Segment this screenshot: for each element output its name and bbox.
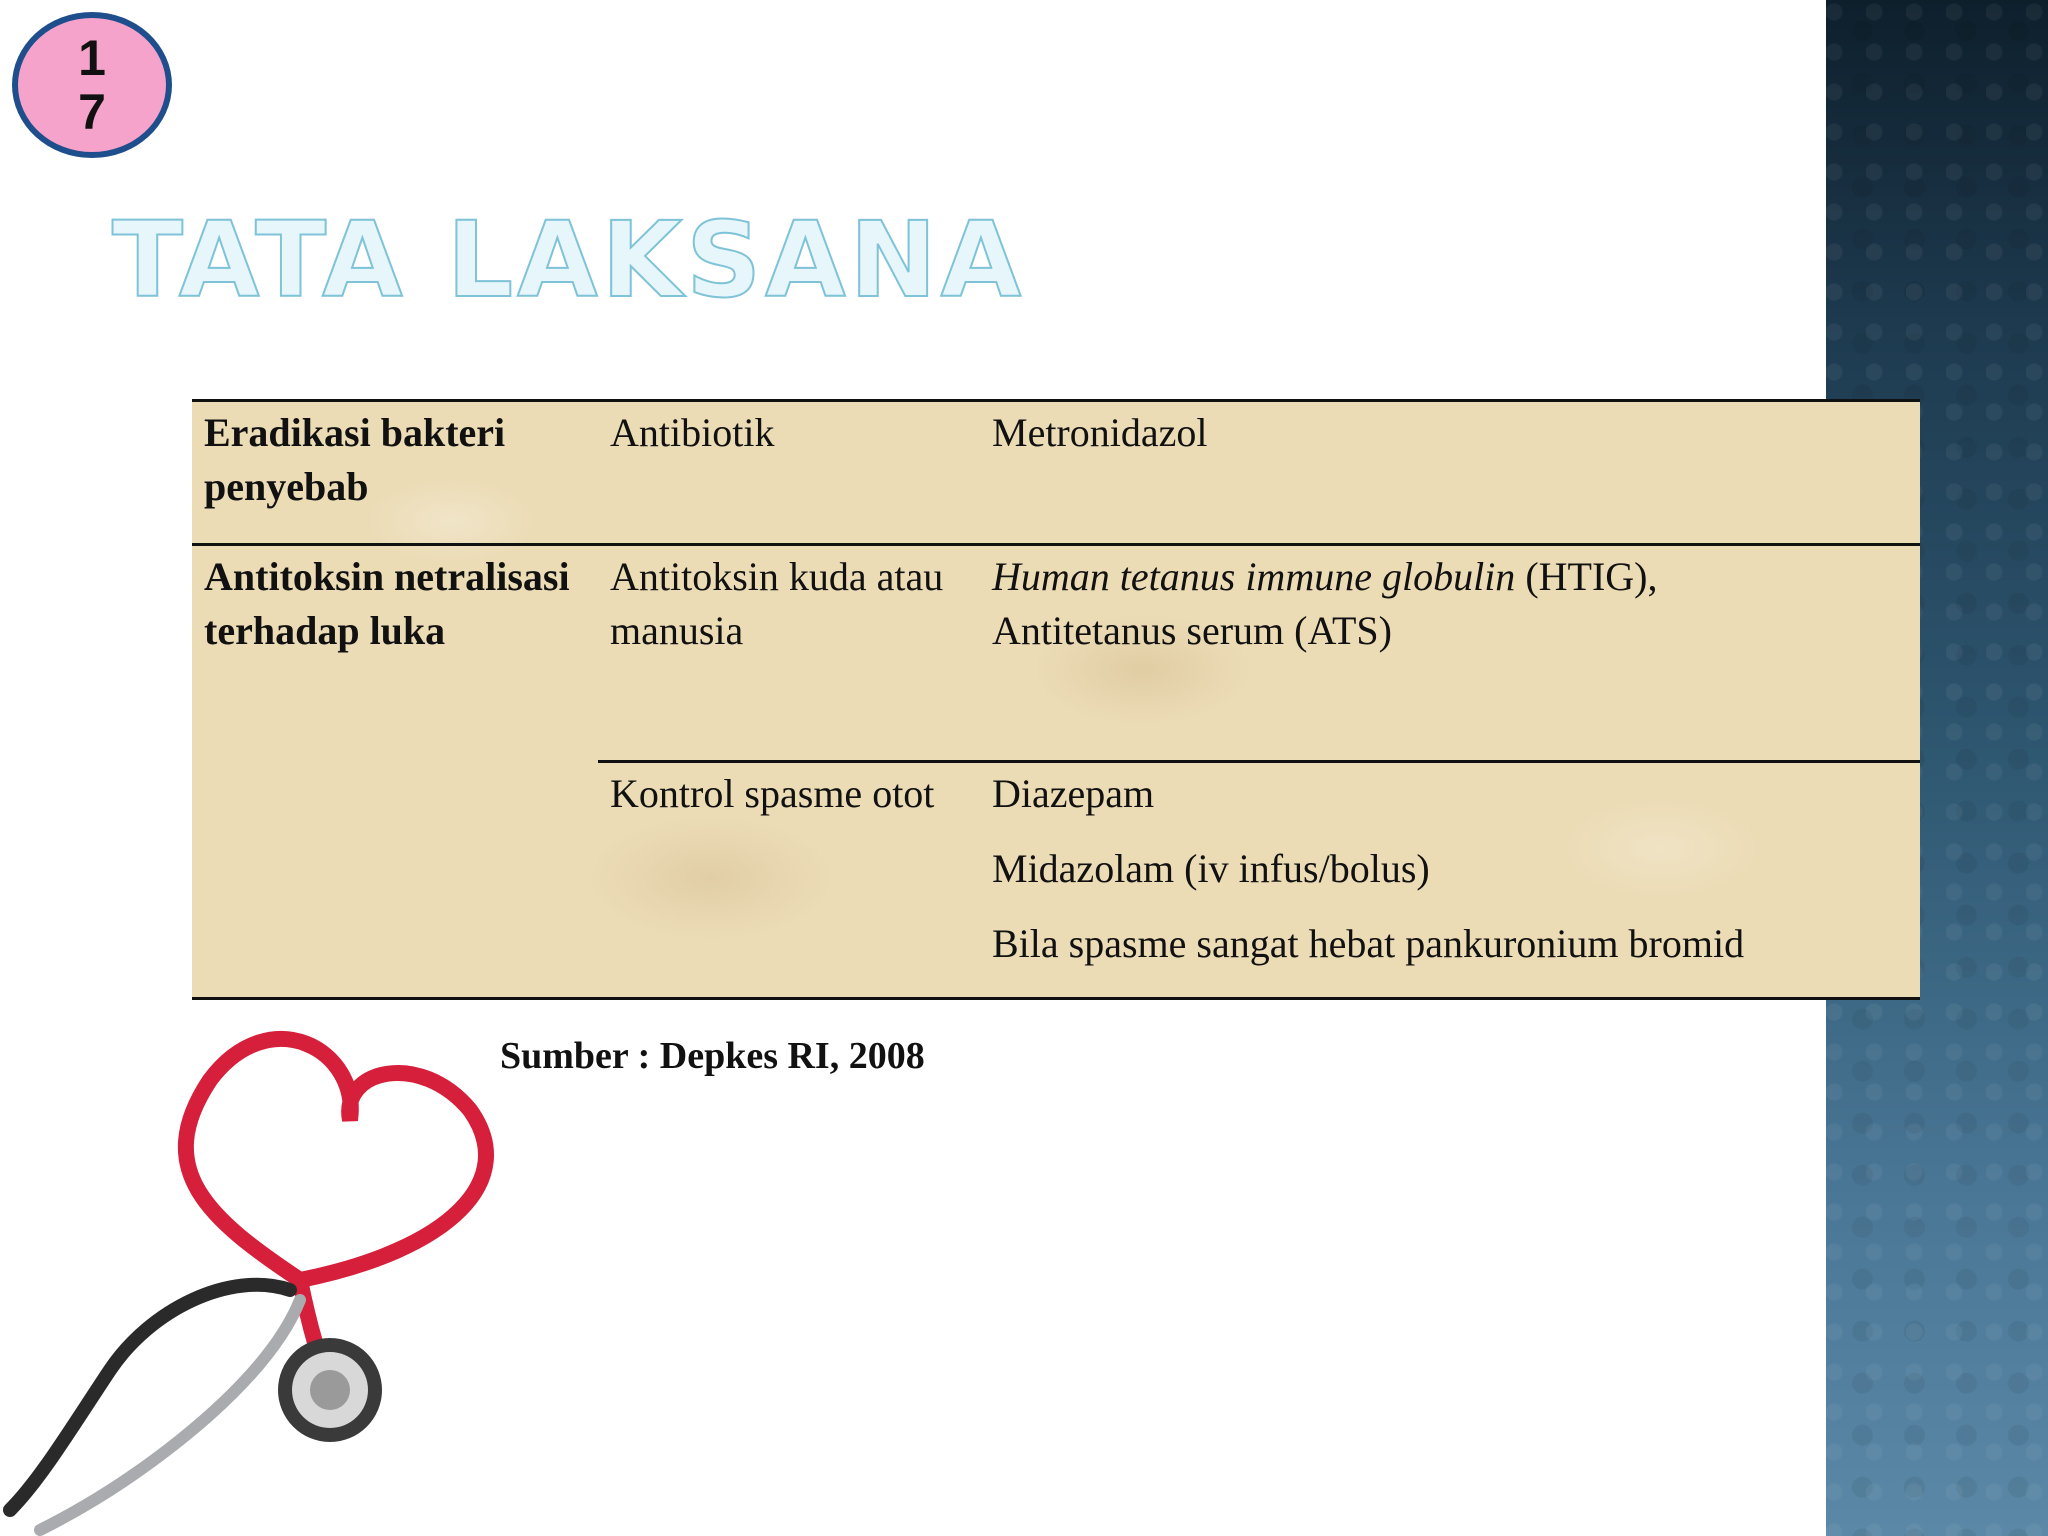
type-cell: Antibiotik bbox=[598, 402, 980, 545]
category-cell: Antitoksin netralisasi terhadap luka bbox=[204, 554, 570, 653]
stethoscope-heart-icon bbox=[0, 1010, 560, 1536]
drug-line: Metronidazol bbox=[992, 410, 1208, 455]
drug-italic: Human tetanus immune globulin bbox=[992, 554, 1516, 599]
table-row bbox=[192, 402, 1920, 545]
drug-abbrev: (HTIG), bbox=[1515, 554, 1658, 599]
category-cell: Eradikasi bakteri penyebab bbox=[192, 402, 598, 545]
drug-cell bbox=[980, 545, 1920, 762]
source-citation: Sumber : Depkes RI, 2008 bbox=[500, 1035, 925, 1077]
slide-number-badge bbox=[12, 12, 172, 158]
drug-cell bbox=[980, 402, 1920, 545]
drug-line: Diazepam bbox=[992, 771, 1155, 816]
drug-line: Midazolam (iv infus/bolus) bbox=[992, 846, 1430, 891]
treatment-table bbox=[192, 399, 1920, 1000]
type-cell: Antitoksin kuda atau manusia bbox=[598, 545, 980, 762]
table-row bbox=[192, 545, 1920, 762]
drug-cell bbox=[980, 762, 1920, 998]
drug-line: Antitetanus serum (ATS) bbox=[992, 608, 1392, 653]
slide-title: TATA LAKSANA bbox=[112, 199, 1026, 321]
type-cell: Kontrol spasme otot bbox=[610, 771, 935, 816]
slide-number: 17 bbox=[78, 30, 106, 140]
drug-line: Bila spasme sangat hebat pankuronium bromid bbox=[992, 921, 1745, 966]
